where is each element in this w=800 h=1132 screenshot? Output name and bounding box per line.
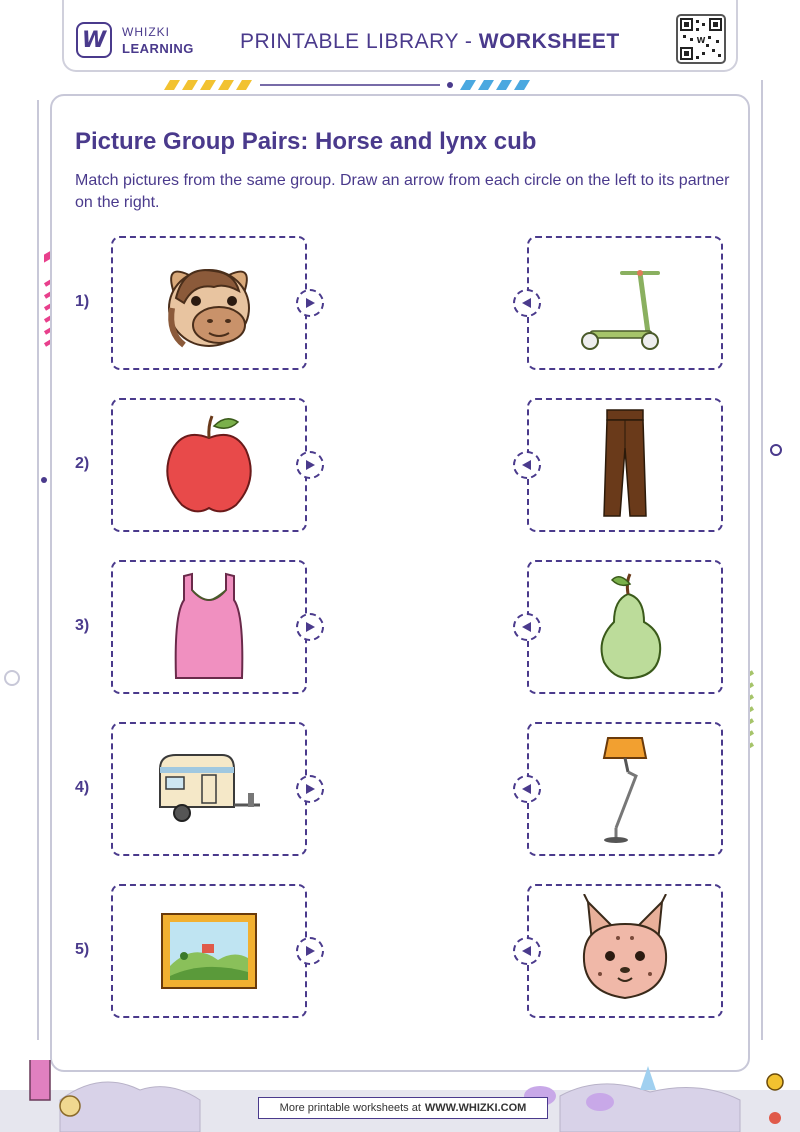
left-connector-1[interactable] [296,289,324,317]
row-number-5: 5) [75,941,90,958]
header-title-bold: WORKSHEET [478,30,620,53]
lynx-cub-image [570,894,680,1008]
right-card-pear [527,560,723,694]
row-number-1: 1) [75,293,90,310]
right-connector-3[interactable] [513,613,541,641]
right-connector-1[interactable] [513,289,541,317]
footer-decoration [0,1060,800,1132]
arrow-right-icon [304,621,316,633]
qr-code [676,14,726,64]
arrow-right-icon [304,783,316,795]
arrow-left-icon [521,621,533,633]
arrow-left-icon [521,783,533,795]
right-connector-4[interactable] [513,775,541,803]
arrow-left-icon [521,945,533,957]
header-stripes [160,78,540,92]
arrow-right-icon [304,945,316,957]
qr-center-letter: W [696,36,706,45]
left-card-tank-top [111,560,307,694]
arrow-left-icon [521,297,533,309]
left-connector-4[interactable] [296,775,324,803]
right-connector-2[interactable] [513,451,541,479]
row-number-4: 4) [75,779,90,796]
right-card-lynx [527,884,723,1018]
right-card-lamp [527,722,723,856]
right-connector-5[interactable] [513,937,541,965]
pink-tank-top-image [154,570,264,684]
left-card-apple [111,398,307,532]
logo-letter: W [81,27,107,53]
brand-name-line2: LEARNING [122,41,194,56]
left-connector-2[interactable] [296,451,324,479]
footer-site: WWW.WHIZKI.COM [424,1102,527,1114]
brown-trousers-image [570,408,680,522]
arrow-left-icon [521,459,533,471]
left-connector-3[interactable] [296,613,324,641]
left-card-horse [111,236,307,370]
right-card-trousers [527,398,723,532]
right-card-scooter [527,236,723,370]
green-pear-image [570,570,680,684]
arrow-right-icon [304,459,316,471]
left-connector-5[interactable] [296,937,324,965]
kick-scooter-image [570,253,680,353]
row-number-2: 2) [75,455,90,472]
left-card-trailer [111,722,307,856]
footer-text: More printable worksheets at [279,1102,421,1114]
header-title [240,30,620,54]
framed-landscape-image [154,906,264,996]
floor-lamp-image [570,732,680,846]
qr-code-pattern [678,16,724,62]
horse-head-image [154,253,264,353]
brand-name-line1: WHIZKI [122,25,170,39]
header-title-regular: PRINTABLE LIBRARY - [240,30,479,53]
left-card-picture [111,884,307,1018]
arrow-right-icon [304,297,316,309]
worksheet-title: Picture Group Pairs: Horse and lynx cub [75,128,537,155]
row-number-3: 3) [75,617,90,634]
footer-link[interactable] [258,1097,548,1119]
camper-trailer-image [152,749,266,829]
whizki-logo [76,22,112,58]
red-apple-image [154,410,264,520]
worksheet-instructions: Match pictures from the same group. Draw an arrow from each circle on the left to its partner on the right. [75,172,730,211]
